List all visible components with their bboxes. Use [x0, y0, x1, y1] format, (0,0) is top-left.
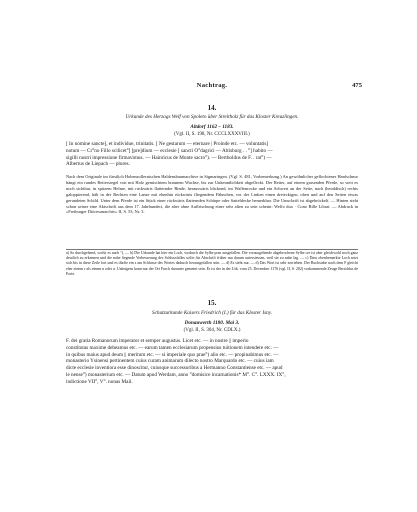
document-14-reference: (Vgl. II, S. 198, Nr. CCCLXXXVIII.) — [174, 132, 250, 137]
text-line: constitutas maxime debeamus etc. — earum tamen ecclesiarum propensius tuitionem intendere etc. — — [66, 344, 279, 351]
document-14-commentary: Nach dem Originale im fürstlich Hohenzollernischen Haldensbaumarchive in Sigmaringen. (Vgl. S. 481, Vorbemerkung.) An gewöhnlicher geflochtener Hanfschnur hängt ein rundes Reitersiegel von mit Holz gemischtem braunem Wachse, bis zur Unkenntlichkeit abgefleckt. Der Reiter, auf einem grasenden Pferde, so weit es noch sichtbar, in spitzem Helme, mit rückwärts flatternder Binde, herauswärts blickend, im Waffenrocke und ein Schwert an der Seite, nach (heraldisch) rechts galoppierend, hält in der Rechten eine Lanze mit ebenhin rückwärts fliegendem Fähnchen, vor der Linken einen dreieckigen, oben und auf den Seiten etwas gerundeten Schild. Unter dem Pferde ist ein Stück einer rückwärts flatternden Schärpe oder Satteldecke bemerkbar. Die Umschrift ist abgebröckelt. — Hinten steht schon seiner eine Aktschrift aus dem 17. Jahrhundert, die aber ohne Auffrischung einer sehr alten zu sein scheint: Welfo dux · Cono Bille Librat. — Abdruck in »Freiburger Diöcesanarchiv« II, S. 53, Nr. 3. — [66, 174, 358, 215]
document-15-reference: (Vgl. II, S. 304, Nr. CDLX.) — [183, 328, 241, 333]
text-line: le nense°) monasterium etc. — Datum apud Werdam, anno °domisice incarnationis* M°. C°. LXXX. IX°, — [66, 371, 286, 378]
text-line: in quibus maius apud deum || meritum etc. — si imperiale quo prae°) alio etc. — propinabimus etc. — — [66, 351, 279, 358]
page-number: 475 — [352, 82, 362, 89]
document-15-date: Donauwerth 1180. Mai 3. — [184, 320, 240, 326]
text-line: [ In nomine sancte], et individue, trinitatis. [ Ne gestarum — eternare | Proinde etc. — voluntatis] — [66, 141, 269, 147]
document-14-footnotes: a) So durchgehend, wofür es nach °), — b) Die Urkunde hat hier ein Loch, wodurch die Sylbe prae ausgefallen. Die vorausgehende abgebrochene Sylbe cre ist aber gleichwohl noch ganz deutlich zu erkennen und die nahe liegende Verbesserung des Schlussfalles scilie für Abschrift früher nur darum untersiessen, weil sie zu nahe lag. — c) Dass obenbemerkte Loch setzt sich bis in diese Zeile fort und es dürfte ein s am Schlusse des Wortes dadurch herausgefallen sein. — d) Es steht nur. — d) Das Wort ist sehr zerrieben. Der Buchstabe nach dem F gleicht eher einem r als einem n oder u. Unbrigens kann nur der Ort Furch darunter gemeint sein. Er ist der in der Urk. vom 25. December 1176 (vgl. II, S. 202) vorkommende Zeuge Bertoldus de Forte. — [66, 251, 358, 276]
document-14-number: 14. — [207, 104, 217, 112]
document-14-text — [66, 141, 358, 168]
page-header — [62, 82, 362, 92]
text-line: sigilli nostri impressione firmavimus. — Hainricus de Monte sacro°). — Bertholdus de F. . rat°) — — [66, 154, 272, 161]
text-line: Albertus de Liepach — plures. — [66, 161, 130, 168]
footnote-divider — [66, 249, 358, 250]
text-line: F. dei gratia Romanorum imperator et semper augustus. Licet etc. — in nostre || imperio — [66, 338, 249, 344]
running-title: Nachtrag. — [196, 82, 228, 89]
text-line: indictione VII°, V°. nonas Mail. — [66, 378, 133, 385]
document-15-number: 15. — [207, 299, 217, 307]
document-14-title: Urkunde des Herzogs Welf von Spoleto über Streitholz für das Kloster Kreuzlingen. — [125, 114, 299, 120]
text-line: dicte ecclesie inventiora esse dinoscitur, cuiusque successoribus a Hermanno Constantiense etc. — apud — [66, 365, 283, 372]
document-15-title: Schutzurkunde Kaisers Friedrich (I.) für das Kloster Isny. — [151, 310, 273, 316]
document-15-text — [66, 338, 358, 386]
document-14-date: Altdorf 1162 – 1183. — [190, 124, 234, 130]
text-line: monasterio Ysinensi pertinentem cuius curam animarum dilecto nostro Marquardo etc. — cuius iam — [66, 358, 274, 365]
text-line: notum — Cr°no Fillo scilicet°] [pre]dium — ecclesie [ sancti O°dagrici — Altisburg . . °] habito — — [66, 147, 273, 154]
